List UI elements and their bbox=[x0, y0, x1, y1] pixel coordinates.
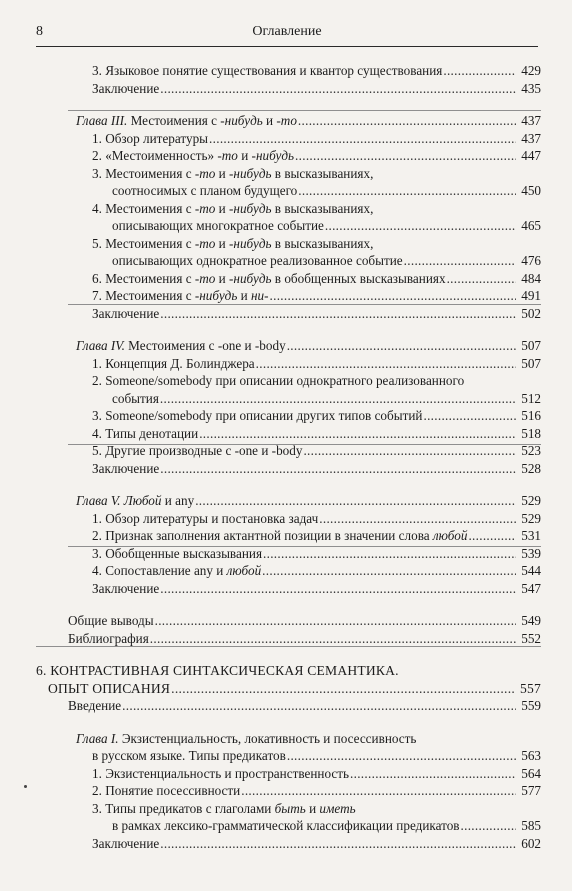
toc-page-number: 602 bbox=[521, 835, 541, 851]
toc-entry bbox=[0, 235, 541, 253]
toc-page-number: 516 bbox=[521, 408, 541, 423]
separator-rule bbox=[68, 304, 541, 305]
separator-rule bbox=[68, 546, 541, 547]
toc-page-number: 491 bbox=[521, 288, 541, 303]
leader-dots bbox=[287, 337, 516, 355]
toc-entry-title: описывающих однократное реализованное событие bbox=[112, 253, 403, 268]
toc-section bbox=[0, 612, 572, 647]
toc-section bbox=[0, 662, 572, 715]
section-gap bbox=[0, 322, 572, 337]
toc-page-number: 559 bbox=[521, 698, 541, 713]
toc-entry bbox=[0, 130, 541, 148]
toc-entry bbox=[0, 390, 541, 408]
leader-dots bbox=[160, 580, 516, 598]
toc-entry bbox=[0, 835, 541, 853]
leader-dots bbox=[263, 545, 516, 563]
page-number: 8 bbox=[36, 24, 43, 39]
toc-entry-title: Введение bbox=[68, 698, 122, 713]
toc-entry-title: Глава V. Любой и any bbox=[76, 493, 195, 508]
leader-dots bbox=[199, 425, 516, 443]
toc-page-number: 539 bbox=[521, 545, 541, 561]
toc-page-number: 507 bbox=[521, 355, 541, 371]
section-gap bbox=[0, 597, 572, 612]
leader-dots bbox=[160, 460, 516, 478]
toc-entry bbox=[0, 372, 541, 390]
toc-entry-title: 5. Другие производные с -one и -body bbox=[92, 443, 303, 458]
leader-dots bbox=[350, 765, 516, 783]
leader-dots bbox=[256, 355, 516, 373]
toc-entry-title: 3. Типы предикатов с глаголами быть и иметь bbox=[92, 800, 356, 816]
toc-entry-title: в русском языке. Типы предикатов bbox=[92, 748, 286, 763]
toc-section bbox=[0, 112, 572, 322]
toc-entry bbox=[0, 782, 541, 800]
leader-dots bbox=[270, 287, 516, 305]
leader-dots bbox=[171, 680, 516, 698]
toc-entry bbox=[0, 407, 541, 425]
toc-entry-title: 4. Сопоставление any и любой bbox=[92, 563, 262, 578]
leader-dots bbox=[447, 270, 516, 288]
toc-page-number: 528 bbox=[521, 460, 541, 476]
toc-entry bbox=[0, 630, 541, 648]
toc-page-number: 512 bbox=[521, 390, 541, 406]
leader-dots bbox=[262, 562, 516, 580]
toc-entry-title: соотносимых с планом будущего bbox=[112, 183, 298, 198]
toc-entry bbox=[0, 62, 541, 80]
toc-section bbox=[0, 337, 572, 477]
leader-dots bbox=[298, 112, 516, 130]
toc-page-number: 507 bbox=[521, 338, 541, 353]
toc-entry-title: 4. Типы денотации bbox=[92, 425, 199, 441]
toc-entry bbox=[0, 527, 541, 545]
toc-page-number: 437 bbox=[521, 130, 541, 146]
toc-entry bbox=[0, 730, 541, 748]
toc-entry-title: ОПЫТ ОПИСАНИЯ bbox=[48, 680, 171, 696]
toc-entry-title: 1. Обзор литературы bbox=[92, 130, 209, 146]
toc-entry bbox=[0, 562, 541, 580]
leader-dots bbox=[461, 817, 516, 835]
toc-page-number: 544 bbox=[521, 563, 541, 578]
toc-entry-title: Заключение bbox=[92, 460, 160, 476]
separator-rule bbox=[68, 444, 541, 445]
leader-dots bbox=[160, 835, 516, 853]
toc-entry-title: 7. Местоимения с -нибудь и ни- bbox=[92, 288, 269, 303]
toc-entry-title: 1. Обзор литературы и постановка задач bbox=[92, 510, 319, 526]
toc-page-number: 450 bbox=[521, 183, 541, 198]
toc-entry bbox=[0, 80, 541, 98]
toc-entry-title: 3. Местоимения с -то и -нибудь в высказываниях, bbox=[92, 165, 374, 181]
toc-entry-title: Глава III. Местоимения с -нибудь и -то bbox=[76, 113, 297, 128]
leader-dots bbox=[298, 182, 516, 200]
toc-page-number: 552 bbox=[521, 630, 541, 646]
toc-page-number: 577 bbox=[521, 783, 541, 798]
toc-entry bbox=[0, 492, 541, 510]
toc-page-number: 437 bbox=[521, 113, 541, 128]
toc-page-number: 484 bbox=[521, 270, 541, 286]
leader-dots bbox=[325, 217, 516, 235]
toc-page-number: 476 bbox=[521, 253, 541, 268]
toc-page-number: 585 bbox=[521, 818, 541, 833]
leader-dots bbox=[209, 130, 516, 148]
toc-entry bbox=[0, 662, 541, 680]
leader-dots bbox=[295, 147, 516, 165]
toc-entry bbox=[0, 765, 541, 783]
toc-page-number: 523 bbox=[521, 443, 541, 458]
toc-entry bbox=[0, 182, 541, 200]
toc-entry-title: Заключение bbox=[92, 835, 160, 851]
toc-page-number: 518 bbox=[521, 425, 541, 441]
toc-entry-title: Глава I. Экзистенциальность, локативность и посессивность bbox=[76, 730, 417, 746]
toc-entry-title: Глава IV. Местоимения с -one и -body bbox=[76, 338, 286, 353]
leader-dots bbox=[155, 612, 516, 630]
toc-entry-title: Заключение bbox=[92, 580, 160, 596]
leader-dots bbox=[423, 407, 516, 425]
toc-entry-title: 2. Понятие посессивности bbox=[92, 783, 241, 798]
toc-entry bbox=[0, 612, 541, 630]
toc-entry bbox=[0, 165, 541, 183]
toc-section bbox=[0, 62, 572, 97]
toc-page-number: 563 bbox=[521, 748, 541, 763]
toc-entry-title: Заключение bbox=[92, 305, 160, 321]
leader-dots bbox=[122, 697, 516, 715]
toc-entry bbox=[0, 200, 541, 218]
separator-rule bbox=[36, 646, 541, 647]
toc-page-number: 529 bbox=[521, 493, 541, 508]
toc-entry-title: 6. Местоимения с -то и -нибудь в обобщенных высказываниях bbox=[92, 270, 446, 286]
separator-rule bbox=[68, 110, 541, 111]
toc-entry-title: 1. Экзистенциальность и пространственность bbox=[92, 765, 350, 781]
toc-page-number: 549 bbox=[521, 613, 541, 628]
table-of-contents bbox=[0, 62, 572, 852]
toc-entry bbox=[0, 747, 541, 765]
toc-entry bbox=[0, 112, 541, 130]
toc-page-number: 435 bbox=[521, 80, 541, 96]
toc-entry-title: Библиография bbox=[68, 630, 149, 646]
toc-entry-title: 6. КОНТРАСТИВНАЯ СИНТАКСИЧЕСКАЯ СЕМАНТИКА. bbox=[36, 663, 399, 678]
toc-entry bbox=[0, 252, 541, 270]
toc-entry-title: 3. Обобщенные высказывания bbox=[92, 545, 263, 561]
toc-page-number: 531 bbox=[521, 528, 541, 543]
toc-page-number: 447 bbox=[521, 148, 541, 163]
toc-entry-title: в рамках лексико-грамматической классификации предикатов bbox=[112, 818, 460, 833]
toc-entry bbox=[0, 270, 541, 288]
toc-section bbox=[0, 730, 572, 853]
toc-page-number: 529 bbox=[521, 510, 541, 526]
toc-entry bbox=[0, 510, 541, 528]
toc-entry bbox=[0, 545, 541, 563]
leader-dots bbox=[287, 747, 516, 765]
section-gap bbox=[0, 715, 572, 730]
toc-entry-title: события bbox=[112, 390, 159, 406]
toc-entry-title: 4. Местоимения с -то и -нибудь в высказываниях, bbox=[92, 200, 374, 216]
toc-entry bbox=[0, 425, 541, 443]
toc-entry-title: 3. Языковое понятие существования и квантор существования bbox=[92, 63, 443, 78]
toc-entry bbox=[0, 305, 541, 323]
toc-entry bbox=[0, 460, 541, 478]
toc-entry-title: 2. Someone/somebody при описании однократного реализованного bbox=[92, 373, 465, 388]
toc-entry bbox=[0, 580, 541, 598]
leader-dots bbox=[160, 305, 516, 323]
toc-entry-title: 5. Местоимения с -то и -нибудь в высказываниях, bbox=[92, 235, 374, 251]
leader-dots bbox=[195, 492, 516, 510]
toc-entry bbox=[0, 800, 541, 818]
toc-entry-title: 3. Someone/somebody при описании других типов событий bbox=[92, 408, 423, 423]
page-header bbox=[36, 24, 538, 46]
toc-entry bbox=[0, 697, 541, 715]
toc-entry-title: 2. Признак заполнения актантной позиции в значении слова любой bbox=[92, 528, 468, 543]
toc-entry-title: Общие выводы bbox=[68, 613, 154, 628]
toc-page-number: 502 bbox=[521, 305, 541, 321]
toc-entry-title: описывающих многократное событие bbox=[112, 218, 324, 233]
header-rule bbox=[36, 46, 538, 47]
leader-dots bbox=[241, 782, 516, 800]
toc-entry-title: 2. «Местоименность» -то и -нибудь bbox=[92, 148, 295, 163]
scan-speck bbox=[24, 785, 27, 788]
toc-entry-title: 1. Концепция Д. Болинджера bbox=[92, 355, 255, 371]
toc-page-number: 465 bbox=[521, 218, 541, 233]
leader-dots bbox=[150, 630, 516, 648]
section-gap bbox=[0, 647, 572, 662]
toc-section bbox=[0, 492, 572, 597]
toc-entry bbox=[0, 355, 541, 373]
toc-page-number: 547 bbox=[521, 580, 541, 596]
toc-entry bbox=[0, 337, 541, 355]
leader-dots bbox=[319, 510, 516, 528]
toc-entry-title: Заключение bbox=[92, 80, 160, 96]
toc-page-number: 429 bbox=[521, 63, 541, 78]
leader-dots bbox=[160, 80, 516, 98]
toc-entry bbox=[0, 147, 541, 165]
leader-dots bbox=[443, 62, 516, 80]
leader-dots bbox=[468, 527, 516, 545]
toc-page-number: 557 bbox=[520, 680, 541, 696]
toc-entry bbox=[0, 680, 541, 698]
running-title: Оглавление bbox=[252, 24, 322, 39]
toc-entry bbox=[0, 287, 541, 305]
toc-page-number: 564 bbox=[521, 765, 541, 781]
leader-dots bbox=[160, 390, 516, 408]
leader-dots bbox=[404, 252, 516, 270]
toc-entry bbox=[0, 817, 541, 835]
section-gap bbox=[0, 477, 572, 492]
toc-entry bbox=[0, 217, 541, 235]
